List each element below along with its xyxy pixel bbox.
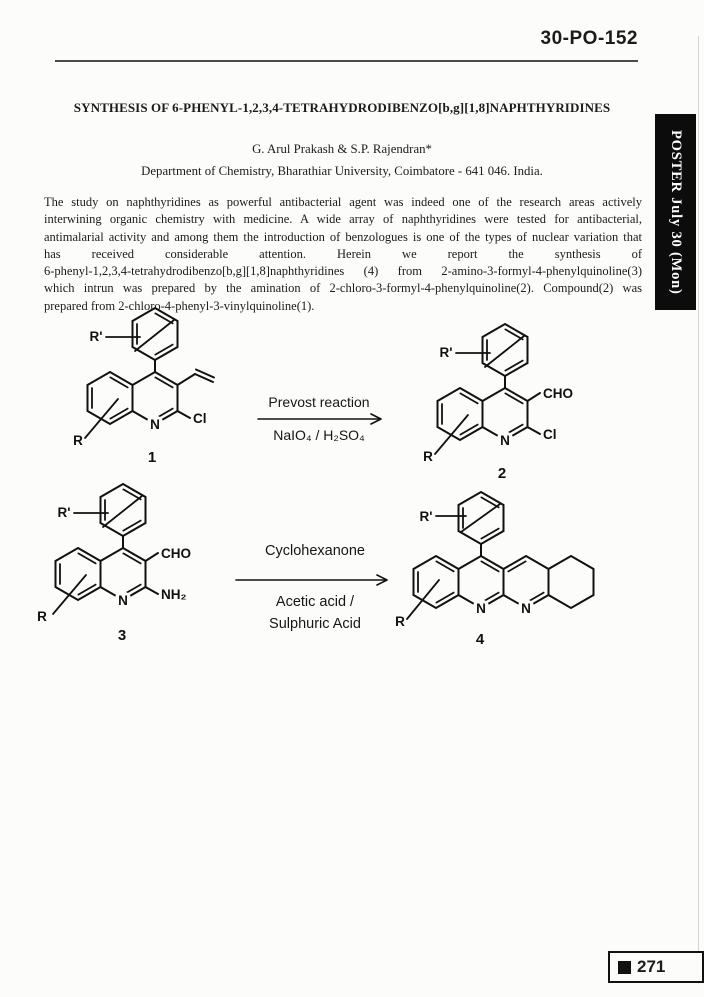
reagent-above-arrow: Prevost reaction [268,394,370,410]
paper-affiliation: Department of Chemistry, Bharathiar University, Coimbatore - 641 046. India. [141,164,543,178]
paper-title: SYNTHESIS OF 6-PHENYL-1,2,3,4-TETRAHYDRODIBENZO[b,g][1,8]NAPHTHYRIDINES [73,100,611,115]
chloro-label: Cl [193,411,207,426]
session-tab [655,114,696,310]
r-label: R [73,433,83,448]
session-tab-label: POSTER July 30 (Mon) [668,129,684,295]
nitrogen-label: N [500,433,510,448]
abstract-line: antimalarial activity and among them the introduction of benzologues is one of the types of nuclear variation that [44,229,642,244]
r-label: R [37,609,47,624]
page-number-square-icon [618,961,631,974]
page-number-box [608,951,704,983]
compound-number: 3 [117,627,127,644]
solvent-line-2: Sulphuric Acid [269,616,361,632]
nitrogen-label: N [118,593,128,608]
solvent-line-1: Acetic acid / [275,594,355,610]
compound-4-structure [386,474,686,652]
r-prime-label: R' [57,505,71,520]
abstract-line: interwining organic chemistry with medicine. A wide array of naphthyridines were tested for antibacterial, [44,212,642,227]
page-number: 271 [637,957,666,976]
formyl-label: CHO [161,546,191,561]
poster-code: 30-PO-152 [540,28,638,49]
abstract-paragraph [44,194,642,315]
reagent-above-arrow: Cyclohexanone [265,543,365,559]
reaction-arrow-2 [234,540,396,641]
compound-number: 1 [147,449,157,466]
abstract-line: The study on naphthyridines as powerful antibacterial agent was indeed one of the research areas actively [44,195,642,209]
nitrogen-label: N [521,601,531,616]
compound-number: 2 [497,465,507,482]
nitrogen-label: N [476,601,486,616]
r-prime-label: R' [419,509,433,524]
abstract-line: prepared from 2-chloro-4-phenyl-3-vinylquinoline(1). [44,298,315,313]
formyl-label: CHO [543,386,573,401]
nitrogen-label: N [150,417,160,432]
r-prime-label: R' [439,345,453,360]
page-scan-edge [698,36,699,984]
amino-label: NH₂ [161,587,187,602]
r-prime-label: R' [89,329,103,344]
r-label: R [395,614,405,629]
reagent-below-arrow: NaIO₄ / H₂SO₄ [273,427,365,443]
compound-number: 4 [475,631,485,648]
compound-1-structure [48,306,283,468]
abstract-line: has received considerable attention. Herein we report the synthesis of [44,246,642,261]
abstract-line: 6-phenyl-1,2,3,4-tetrahydrodibenzo[b,g][1,8]naphthyridines (4) from 2-amino-3-formyl-4-phenylquinoline(3) [44,264,642,279]
header-rule [55,60,638,62]
chloro-label: Cl [543,427,557,442]
compound-2-structure [398,322,633,484]
compound-3-structure [16,482,251,647]
paper-authors: G. Arul Prakash & S.P. Rajendran* [252,142,432,156]
abstract-line: which intrun was prepared by the amination of 2-chloro-3-formyl-4-phenylquinoline(2). Compound(2) was [44,281,642,296]
reaction-arrow-1 [256,394,388,451]
r-label: R [423,449,433,464]
